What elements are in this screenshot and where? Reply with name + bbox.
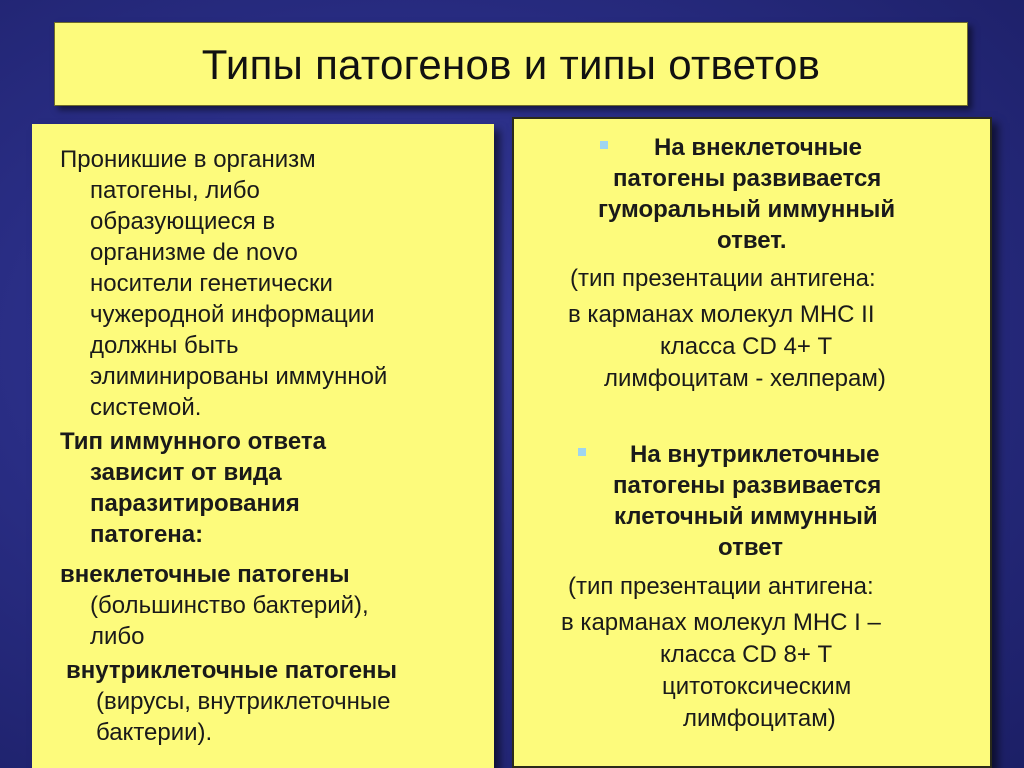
intracellular-detail: лимфоцитам) xyxy=(683,705,836,732)
slide-title: Типы патогенов и типы ответов xyxy=(201,41,821,88)
response-type-line: зависит от вида xyxy=(90,459,282,486)
extracellular-heading: гуморальный иммунный xyxy=(598,196,896,223)
intracellular-detail: (вирусы, внутриклеточные xyxy=(96,688,391,715)
intro-line: носители генетически xyxy=(90,270,333,297)
extracellular-label: внеклеточные патогены xyxy=(60,561,350,588)
intracellular-heading: ответ xyxy=(718,534,784,561)
extracellular-detail: либо xyxy=(90,623,145,650)
intracellular-detail: цитотоксическим xyxy=(662,673,852,700)
extracellular-heading: ответ. xyxy=(717,227,787,254)
extracellular-heading: патогены развивается xyxy=(613,165,882,192)
intro-line: системой. xyxy=(90,394,202,421)
intracellular-detail: (тип презентации антигена: xyxy=(568,573,874,600)
square-bullet-icon xyxy=(600,141,608,149)
response-type-line: паразитирования xyxy=(90,490,300,517)
title-box xyxy=(54,22,968,106)
intro-line: организме de novo xyxy=(90,239,298,266)
extracellular-detail: класса CD 4+ Т xyxy=(660,333,833,360)
response-type-line: Тип иммунного ответа xyxy=(60,428,327,455)
left-panel xyxy=(32,124,494,768)
intro-line: образующиеся в xyxy=(90,208,276,235)
intracellular-detail: класса CD 8+ Т xyxy=(660,641,833,668)
intracellular-detail: в карманах молекул МНС I – xyxy=(561,609,881,636)
intracellular-heading: клеточный иммунный xyxy=(614,503,878,530)
extracellular-detail: (большинство бактерий), xyxy=(90,592,369,619)
response-type-line: патогена: xyxy=(90,521,204,548)
intro-line: чужеродной информации xyxy=(90,301,375,328)
intro-line: патогены, либо xyxy=(90,177,260,204)
square-bullet-icon xyxy=(578,448,586,456)
intro-line: элиминированы иммунной xyxy=(90,363,388,390)
intracellular-detail: бактерии). xyxy=(96,719,213,746)
intracellular-heading: На внутриклеточные xyxy=(630,441,880,468)
intro-line: Проникшие в организм xyxy=(60,146,316,173)
intracellular-heading: патогены развивается xyxy=(613,472,882,499)
extracellular-detail: (тип презентации антигена: xyxy=(570,265,876,292)
intracellular-label: внутриклеточные патогены xyxy=(66,657,398,684)
intro-line: должны быть xyxy=(90,332,239,359)
extracellular-detail: в карманах молекул МНС II xyxy=(568,301,875,328)
extracellular-heading: На внеклеточные xyxy=(654,134,862,161)
extracellular-detail: лимфоцитам - хелперам) xyxy=(604,365,886,392)
right-panel xyxy=(512,117,992,768)
